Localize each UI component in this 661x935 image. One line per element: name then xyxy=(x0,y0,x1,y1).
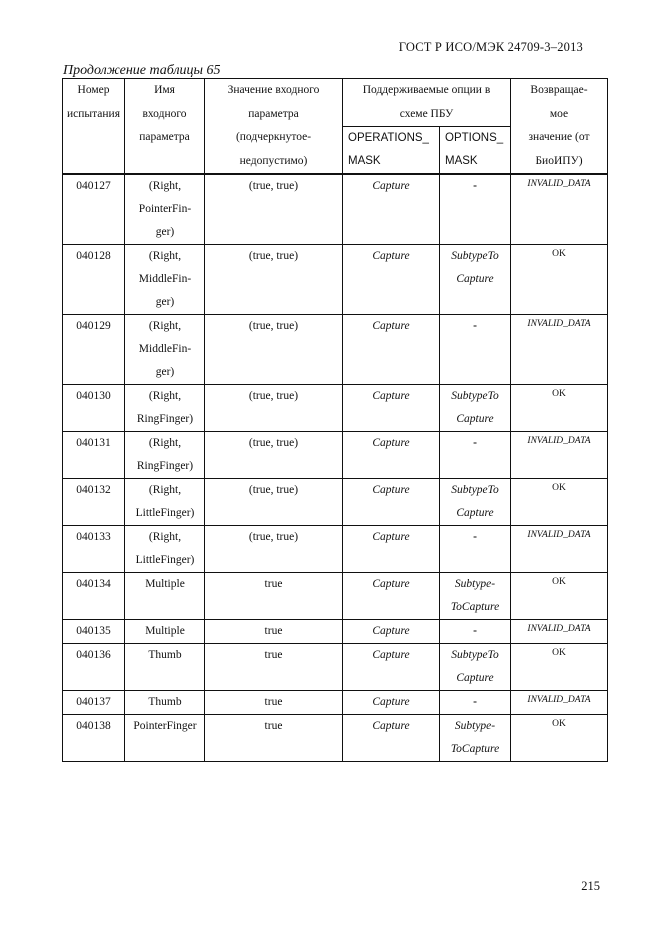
cell-options-mask: - xyxy=(440,526,511,573)
cell-param-value: true xyxy=(205,620,343,644)
cell-param-name: (Right, MiddleFin- ger) xyxy=(125,245,205,315)
table-row xyxy=(63,432,608,479)
cell-param-value: (true, true) xyxy=(205,385,343,432)
cell-operations-mask: Capture xyxy=(343,385,440,432)
header-param-name: Имя входного параметра xyxy=(125,79,205,175)
cell-operations-mask: Capture xyxy=(343,620,440,644)
cell-test-number: 040127 xyxy=(63,174,125,245)
cell-options-mask: - xyxy=(440,315,511,385)
cell-return-value: INVALID_DATA xyxy=(511,691,608,715)
cell-param-value: (true, true) xyxy=(205,479,343,526)
table-row xyxy=(63,620,608,644)
cell-options-mask: SubtypeTo Capture xyxy=(440,385,511,432)
cell-param-value: (true, true) xyxy=(205,526,343,573)
table-row xyxy=(63,573,608,620)
header-options-mask: OPTIONS_ MASK xyxy=(440,127,511,175)
header-param-value: Значение входного параметра (подчеркнутое- недопустимо) xyxy=(205,79,343,175)
cell-test-number: 040128 xyxy=(63,245,125,315)
cell-param-value: (true, true) xyxy=(205,245,343,315)
cell-operations-mask: Capture xyxy=(343,526,440,573)
cell-operations-mask: Capture xyxy=(343,715,440,762)
cell-test-number: 040136 xyxy=(63,644,125,691)
cell-operations-mask: Capture xyxy=(343,174,440,245)
cell-param-value: true xyxy=(205,573,343,620)
cell-param-name: (Right, RingFinger) xyxy=(125,385,205,432)
cell-return-value: INVALID_DATA xyxy=(511,526,608,573)
cell-options-mask: - xyxy=(440,691,511,715)
cell-return-value: INVALID_DATA xyxy=(511,432,608,479)
cell-param-value: true xyxy=(205,715,343,762)
cell-options-mask: - xyxy=(440,174,511,245)
cell-operations-mask: Capture xyxy=(343,245,440,315)
table-row xyxy=(63,715,608,762)
cell-return-value: INVALID_DATA xyxy=(511,174,608,245)
cell-return-value: OK xyxy=(511,573,608,620)
cell-return-value: OK xyxy=(511,245,608,315)
cell-param-value: (true, true) xyxy=(205,315,343,385)
cell-test-number: 040133 xyxy=(63,526,125,573)
table-row xyxy=(63,526,608,573)
cell-param-name: Thumb xyxy=(125,691,205,715)
cell-operations-mask: Capture xyxy=(343,479,440,526)
cell-test-number: 040131 xyxy=(63,432,125,479)
cell-return-value: OK xyxy=(511,479,608,526)
cell-options-mask: - xyxy=(440,432,511,479)
cell-options-mask: SubtypeTo Capture xyxy=(440,479,511,526)
table-row xyxy=(63,174,608,245)
cell-param-value: (true, true) xyxy=(205,432,343,479)
cell-operations-mask: Capture xyxy=(343,432,440,479)
cell-operations-mask: Capture xyxy=(343,691,440,715)
cell-param-name: (Right, RingFinger) xyxy=(125,432,205,479)
cell-param-value: true xyxy=(205,644,343,691)
table-row xyxy=(63,385,608,432)
cell-test-number: 040129 xyxy=(63,315,125,385)
cell-options-mask: SubtypeTo Capture xyxy=(440,245,511,315)
page-number: 215 xyxy=(581,879,600,893)
table-caption: Продолжение таблицы 65 xyxy=(63,63,221,78)
cell-operations-mask: Capture xyxy=(343,644,440,691)
cell-test-number: 040135 xyxy=(63,620,125,644)
table-row xyxy=(63,691,608,715)
cell-return-value: OK xyxy=(511,715,608,762)
table-row xyxy=(63,479,608,526)
cell-return-value: OK xyxy=(511,385,608,432)
cell-param-value: (true, true) xyxy=(205,174,343,245)
table-row xyxy=(63,644,608,691)
cell-test-number: 040130 xyxy=(63,385,125,432)
cell-return-value: INVALID_DATA xyxy=(511,315,608,385)
table-row xyxy=(63,315,608,385)
cell-return-value: INVALID_DATA xyxy=(511,620,608,644)
cell-options-mask: SubtypeTo Capture xyxy=(440,644,511,691)
cell-param-value: true xyxy=(205,691,343,715)
cell-test-number: 040132 xyxy=(63,479,125,526)
header-supported-options: Поддерживаемые опции в схеме ПБУ xyxy=(343,79,511,127)
cell-test-number: 040138 xyxy=(63,715,125,762)
cell-param-name: Multiple xyxy=(125,620,205,644)
cell-param-name: (Right, LittleFinger) xyxy=(125,479,205,526)
cell-param-name: PointerFinger xyxy=(125,715,205,762)
cell-operations-mask: Capture xyxy=(343,315,440,385)
cell-param-name: Multiple xyxy=(125,573,205,620)
cell-param-name: (Right, LittleFinger) xyxy=(125,526,205,573)
table-row xyxy=(63,245,608,315)
cell-operations-mask: Capture xyxy=(343,573,440,620)
cell-options-mask: Subtype- ToCapture xyxy=(440,715,511,762)
cell-test-number: 040137 xyxy=(63,691,125,715)
header-test-number: Номер испытания xyxy=(63,79,125,175)
test-table xyxy=(62,78,608,762)
document-standard-header: ГОСТ Р ИСО/МЭК 24709-3–2013 xyxy=(398,40,583,54)
cell-param-name: (Right, PointerFin- ger) xyxy=(125,174,205,245)
cell-param-name: (Right, MiddleFin- ger) xyxy=(125,315,205,385)
cell-options-mask: - xyxy=(440,620,511,644)
cell-return-value: OK xyxy=(511,644,608,691)
header-return-value: Возвращае- мое значение (от БиоИПУ) xyxy=(511,79,608,175)
cell-param-name: Thumb xyxy=(125,644,205,691)
cell-options-mask: Subtype- ToCapture xyxy=(440,573,511,620)
cell-test-number: 040134 xyxy=(63,573,125,620)
header-operations-mask: OPERATIONS_ MASK xyxy=(343,127,440,175)
